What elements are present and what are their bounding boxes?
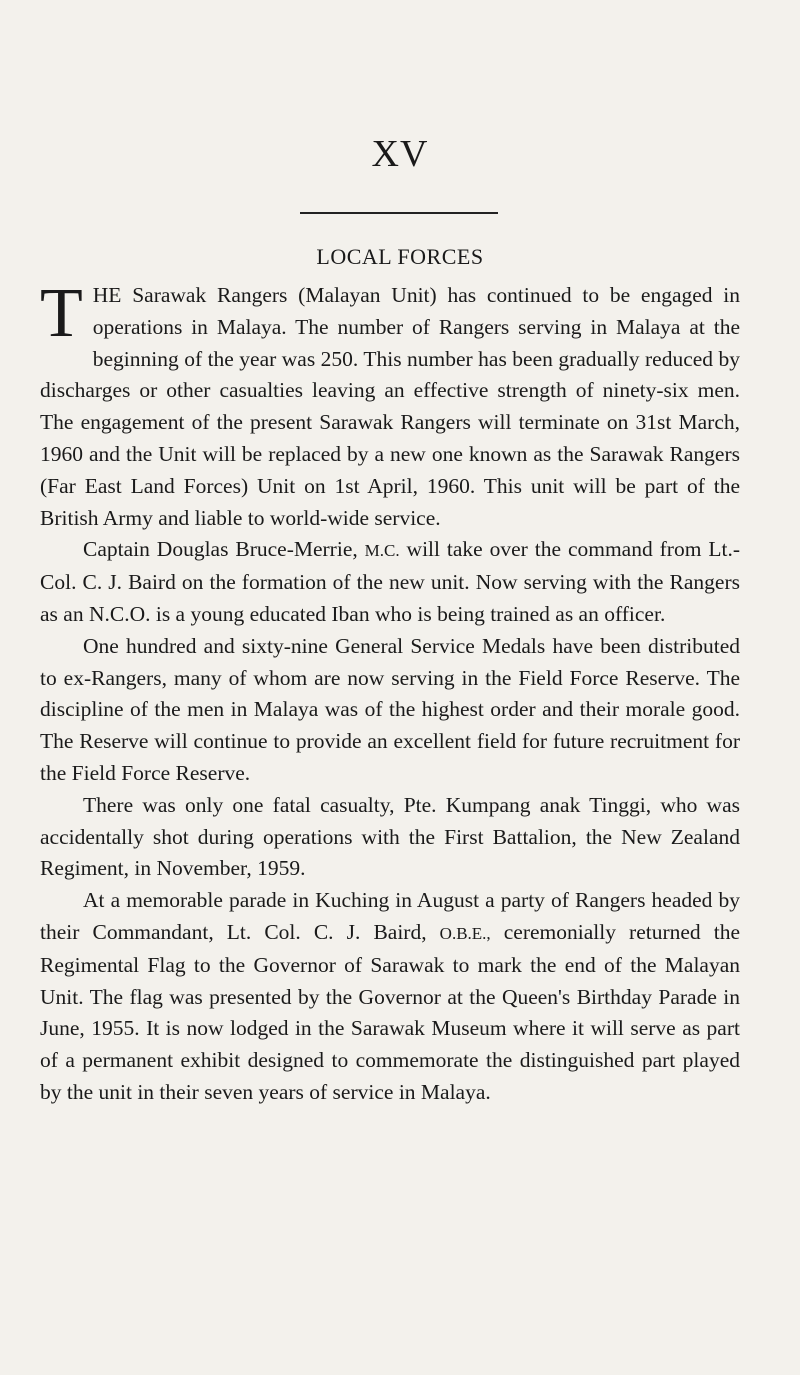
paragraph-4: There was only one fatal casualty, Pte. Kumpang anak Tinggi, who was accidentally shot during operations with the First Battalion, the New Zealand Regiment, in November, 1959. xyxy=(40,792,740,881)
paragraph-1 xyxy=(40,275,741,534)
section-title: LOCAL FORCES xyxy=(316,244,484,269)
paragraph-5-honour: O.B.E., xyxy=(439,923,491,943)
chapter-number: XV xyxy=(371,133,429,175)
paragraph-5-after: ceremonially returned the Regimental Flag to the Governor of Sarawak to mark the end of the Malayan Unit. The flag was presented by the Governor at the Queen's Birthday Parade in June, 1955. It is now lodged in the Sarawak Museum where it will serve as part of a permanent exhibit designed to commemorate the distinguished part played by the unit in their seven years of service in Malaya. xyxy=(40,919,741,1104)
drop-cap: T xyxy=(40,275,83,352)
paragraph-3: One hundred and sixty-nine General Service Medals have been distributed to ex-Rangers, many of whom are now serving in the Field Force Reserve. The discipline of the men in Malaya was of the highest order and their morale good. The Reserve will continue to provide an excellent field for future recruitment for the Field Force Reserve. xyxy=(40,633,740,785)
paragraph-2-after: will take over the command from Lt.-Col. C. J. Baird on the formation of the new unit. Now serving with the Rangers as an N.C.O. is a young educated Iban who is being trained as an officer. xyxy=(40,537,740,626)
paragraph-5 xyxy=(40,885,740,1109)
body-text xyxy=(40,275,741,1109)
paragraph-1-text: Sarawak Rangers (Malayan Unit) has continued to be engaged in operations in Malaya. The number of Rangers serving in Malaya at the beginning of the year was 250. This number has been gradually reduced by discharges or other casualties leaving an effective strength of ninety-six men. The engagement of the present Sarawak Rangers will terminate on 31st March, 1960 and the Unit will be replaced by a new one known as the Sarawak Rangers (Far East Land Forces) Unit on 1st April, 1960. This unit will be part of the British Army and liable to world-wide service. xyxy=(40,283,741,530)
decorative-rule xyxy=(300,212,498,214)
paragraph-1-lead: HE xyxy=(92,283,122,307)
paragraph-2-before: Captain Douglas Bruce-Merrie, xyxy=(83,537,358,562)
paragraph-2-honour: M.C. xyxy=(364,541,400,561)
paragraph-2 xyxy=(40,534,740,630)
paragraph-5-before: At a memorable parade in Kuching in August a party of Rangers headed by their Commandant, Lt. Col. C. J. Baird, xyxy=(40,888,740,944)
